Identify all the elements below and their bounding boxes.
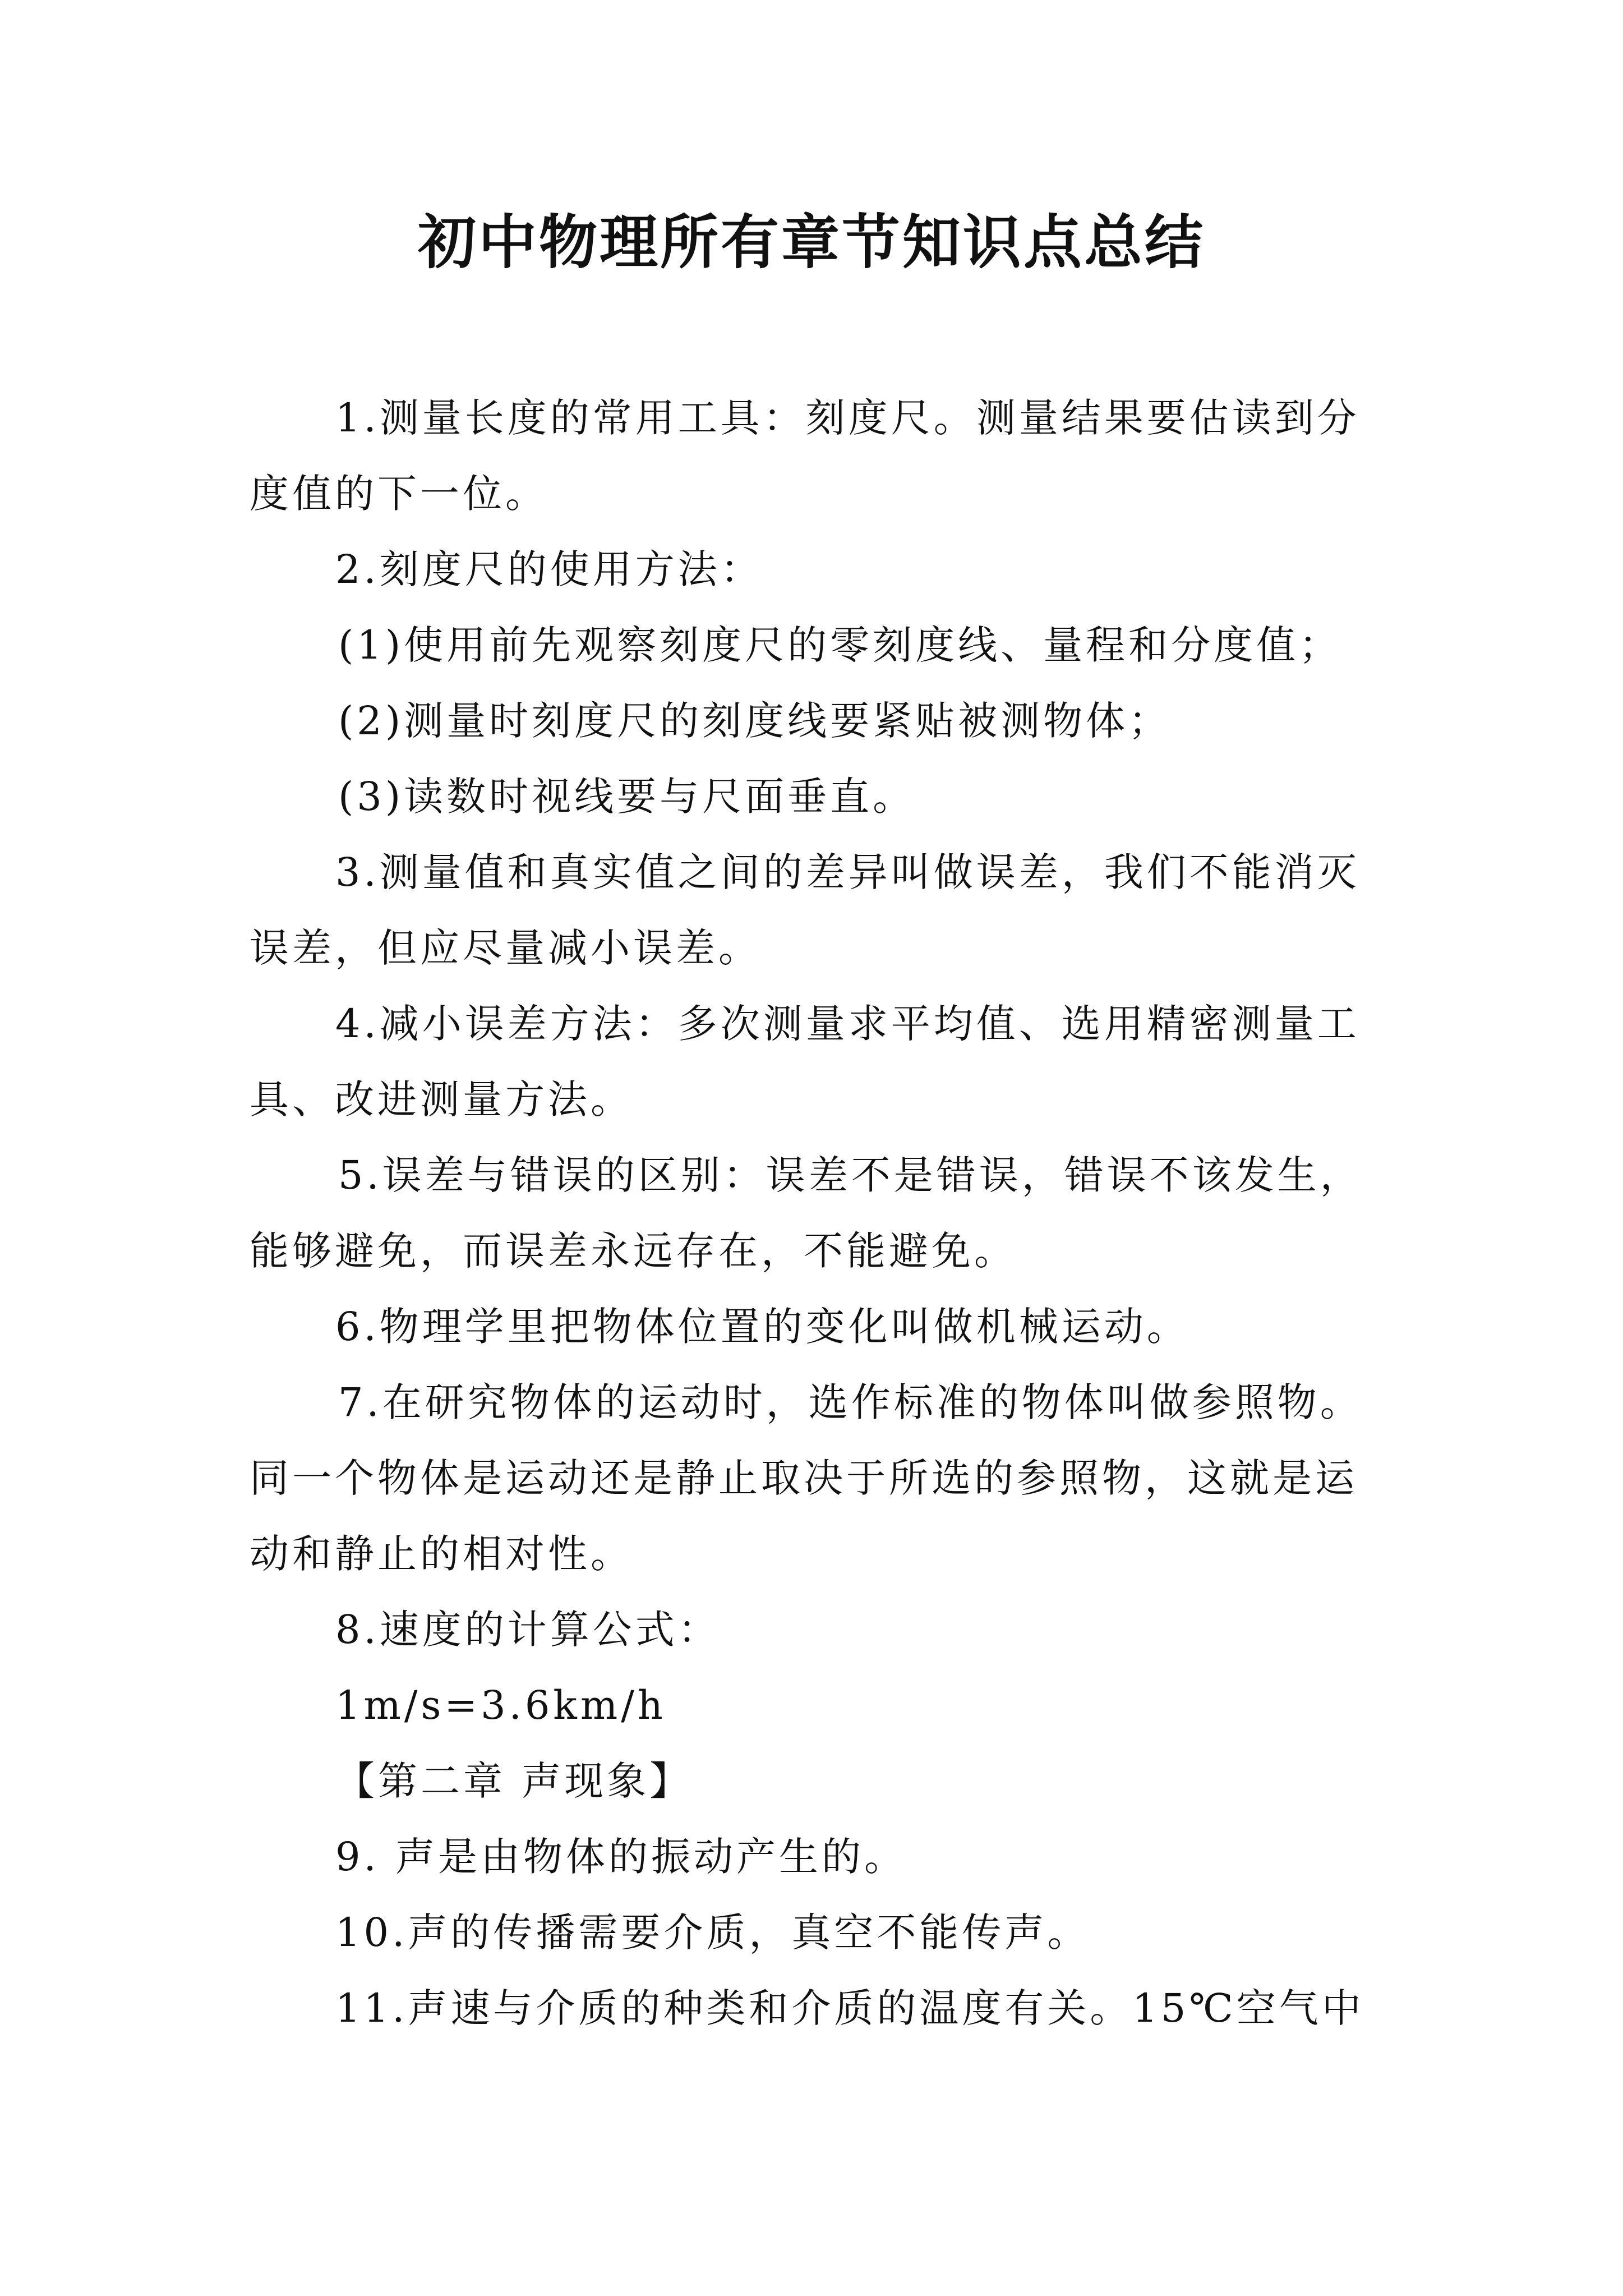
text-line: (3)读数时视线要与尺面垂直。: [338, 774, 916, 820]
text-line: 具、改进测量方法。: [250, 1076, 633, 1122]
text-line: 5.误差与错误的区别：误差不是错误，错误不该发生，: [338, 1152, 1363, 1198]
text-line: 6.物理学里把物体位置的变化叫做机械运动。: [335, 1304, 1189, 1350]
text-line: 3.测量值和真实值之间的差异叫做误差，我们不能消灭: [335, 849, 1360, 895]
text-line: 动和静止的相对性。: [250, 1531, 633, 1577]
text-line: 1.测量长度的常用工具：刻度尺。测量结果要估读到分: [335, 395, 1360, 441]
document-title: 初中物理所有章节知识点总结: [417, 208, 1205, 277]
text-line: (1)使用前先观察刻度尺的零刻度线、量程和分度值；: [338, 622, 1342, 668]
text-line: 11.声速与介质的种类和介质的温度有关。15℃空气中: [335, 1985, 1364, 2031]
text-line: 能够避免，而误差永远存在，不能避免。: [250, 1228, 1017, 1274]
chapter-heading: 【第二章 声现象】: [335, 1758, 693, 1804]
text-line: 4.减小误差方法：多次测量求平均值、选用精密测量工: [335, 1001, 1360, 1047]
text-line: 2.刻度尺的使用方法：: [335, 546, 763, 592]
text-line: 误差，但应尽量减小误差。: [250, 925, 761, 971]
text-line: 度值的下一位。: [250, 471, 548, 517]
text-line: 7.在研究物体的运动时，选作标准的物体叫做参照物。: [338, 1379, 1363, 1425]
formula-line: 1m/s=3.6km/h: [335, 1682, 666, 1728]
text-line: (2)测量时刻度尺的刻度线要紧贴被测物体；: [338, 698, 1172, 744]
text-line: 10.声的传播需要介质，真空不能传声。: [335, 1910, 1090, 1955]
text-line: 同一个物体是运动还是静止取决于所选的参照物，这就是运: [250, 1455, 1358, 1501]
text-line: 9. 声是由物体的振动产生的。: [335, 1834, 907, 1880]
text-line: 8.速度的计算公式：: [335, 1607, 721, 1653]
